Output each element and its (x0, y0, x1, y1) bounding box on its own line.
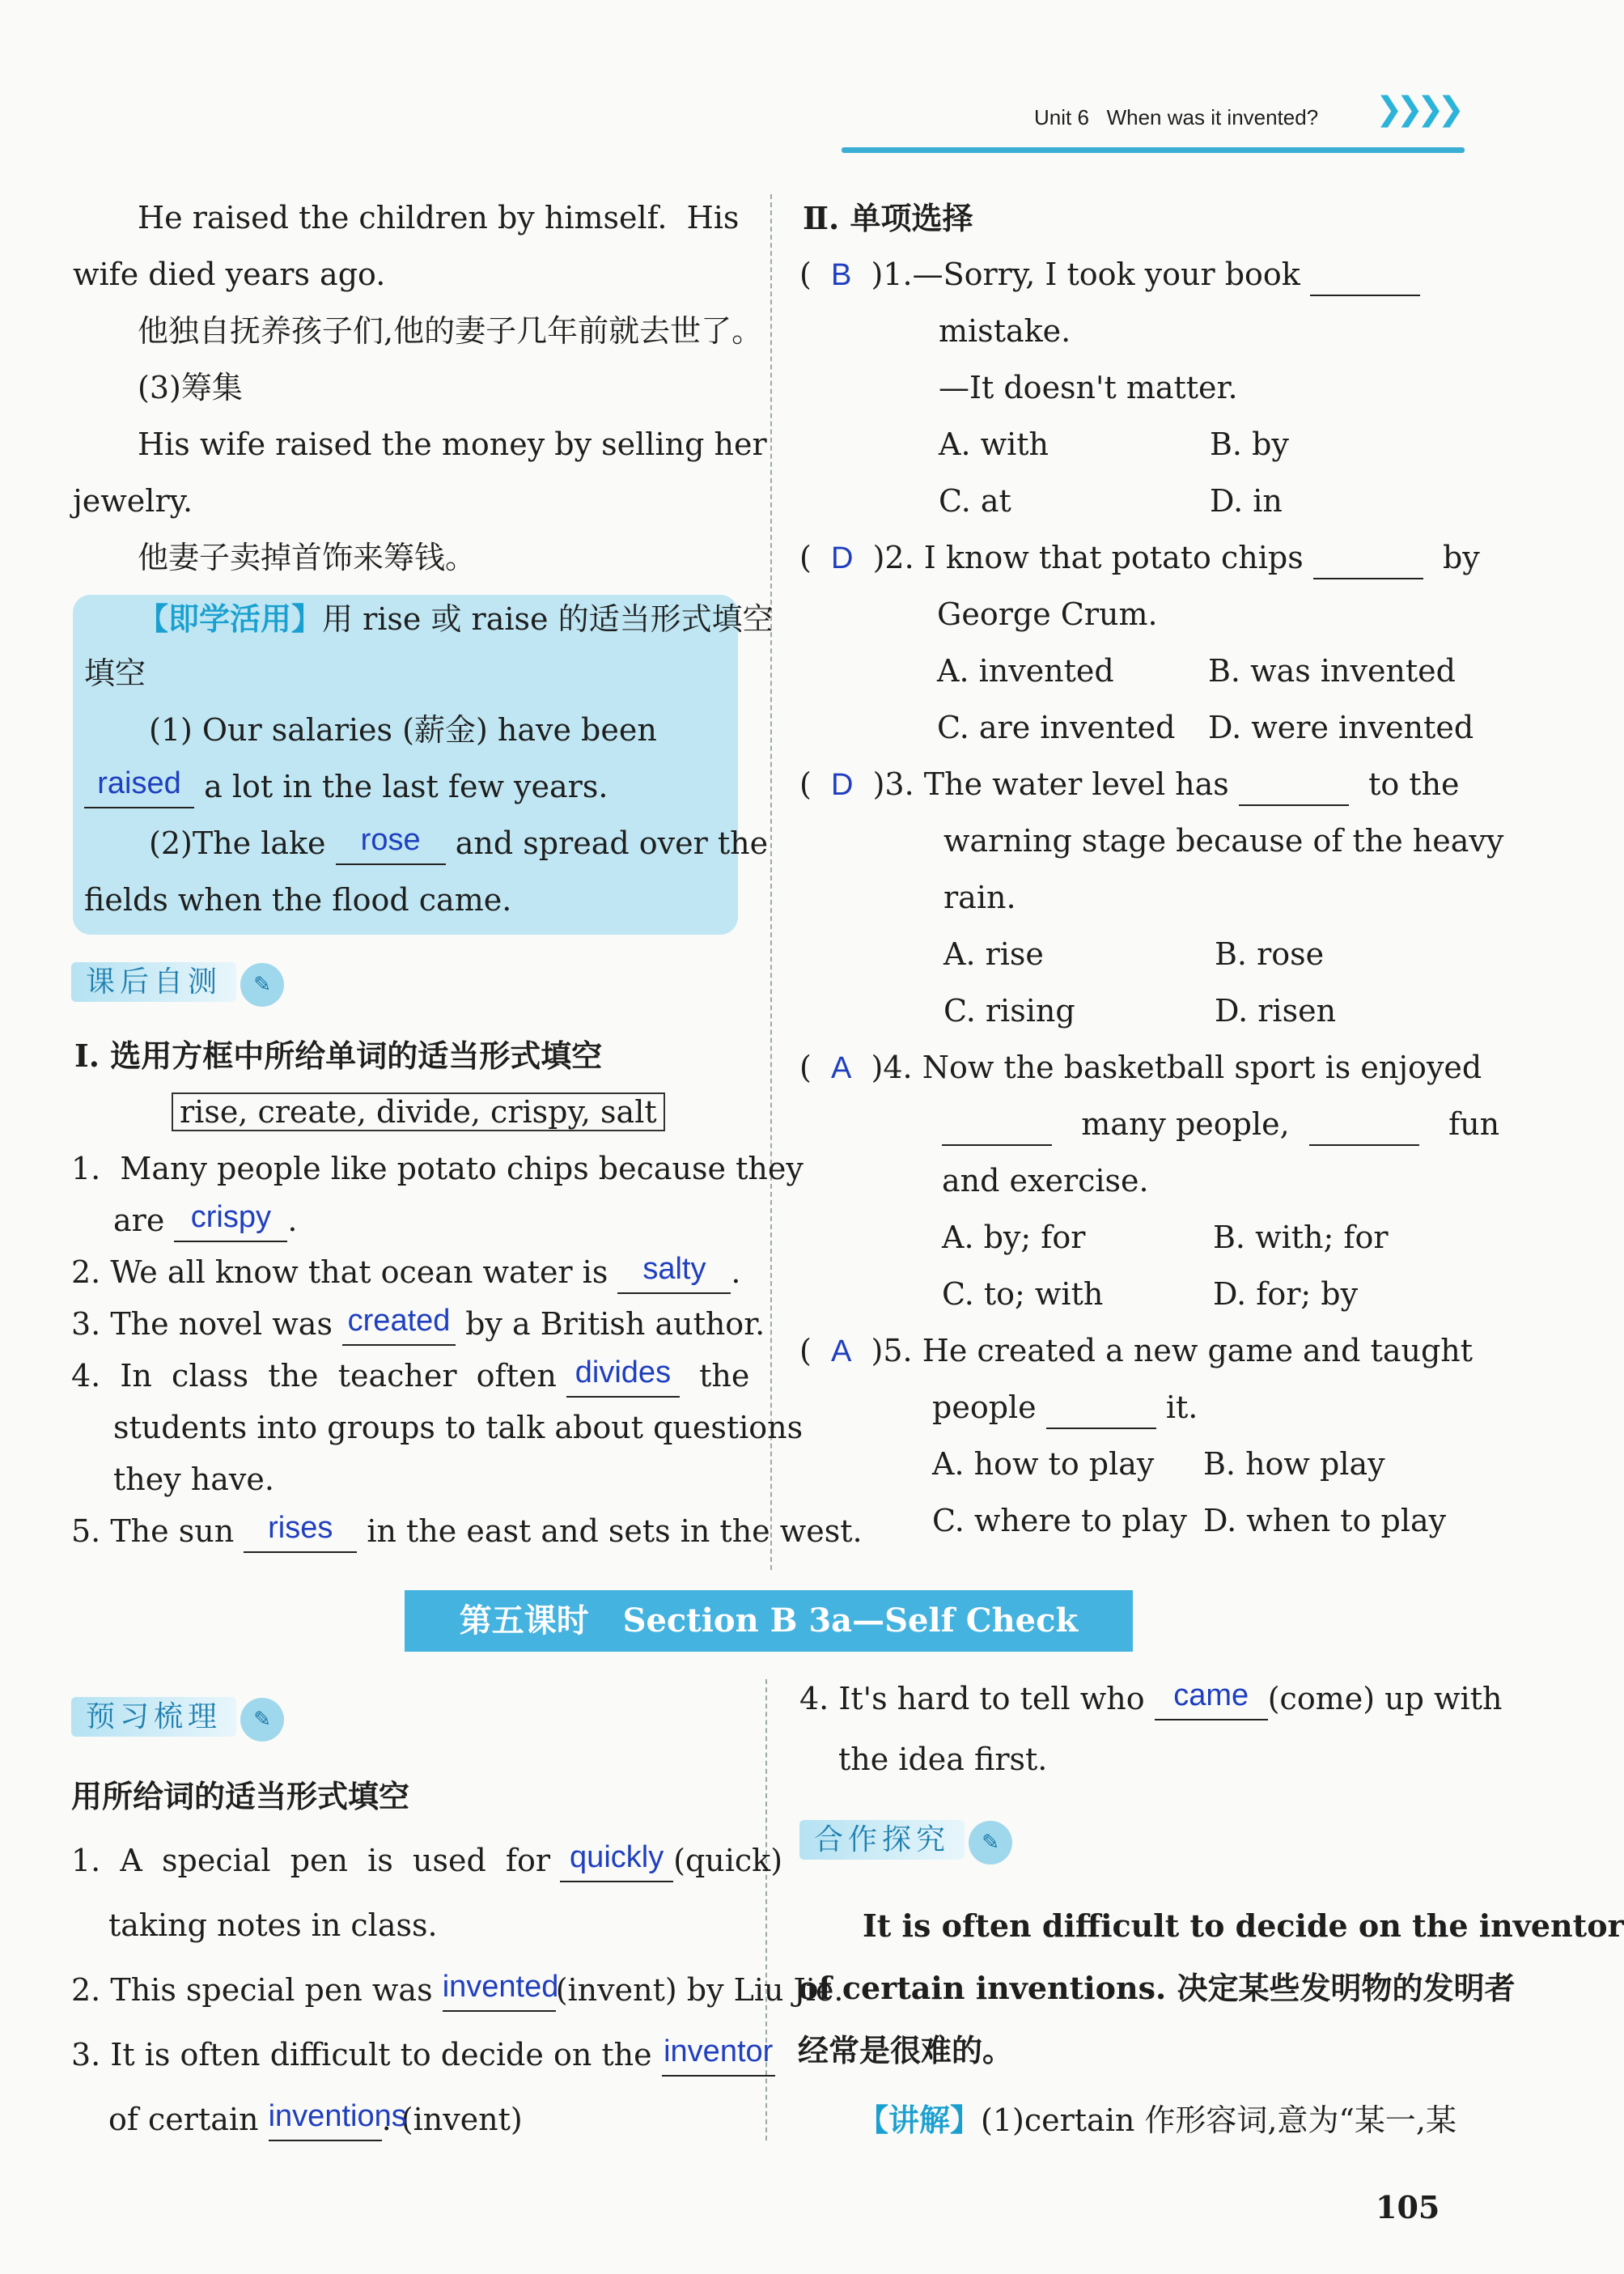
preview-item-4-line2: the idea first. (838, 1742, 1048, 1777)
paragraph-2-line1: His wife raised the money by selling her (138, 426, 767, 462)
answer-blank: created (342, 1305, 456, 1346)
mc-q4-options-ab: A. by; for B. with; for (942, 1220, 1389, 1255)
mc-q2-line2: George Crum. (937, 596, 1158, 632)
callout-q2-line1: (2)The lake rose and spread over the (149, 824, 768, 865)
mc-q1-options-ab: A. with B. by (939, 426, 1289, 462)
section-label-cooperation: 合作探究 ✎ (799, 1817, 1012, 1865)
mc-q3-options-cd: C. rising D. risen (943, 993, 1337, 1029)
answer-blank: salty (617, 1253, 731, 1294)
subheading-3: (3)筹集 (138, 370, 243, 405)
paragraph-1-zh: 他独自抚养孩子们,他的妻子几年前就去世了。 (138, 313, 763, 349)
preview-title: 用所给词的适当形式填空 (71, 1778, 410, 1814)
part1-item-2: 2. We all know that ocean water is salty . (71, 1253, 741, 1294)
answer-blank: rose (336, 824, 446, 865)
mc-q3-options-ab: A. rise B. rose (943, 936, 1325, 972)
preview-item-2: 2. This special pen was invented (invent) by Liu Jie. (71, 1971, 844, 2012)
mc-q5-line2: people it. (932, 1388, 1198, 1429)
answer-blank: inventions (269, 2100, 382, 2141)
answer-blank: inventor (662, 2035, 775, 2077)
mc-q2-options-cd: C. are invented D. were invented (937, 710, 1474, 745)
page-number: 105 (1376, 2189, 1440, 2225)
mc-q4-options-cd: C. to; with D. for; by (942, 1276, 1359, 1312)
part1-item-4-line3: they have. (113, 1462, 274, 1497)
mc-q1-options-cd: C. at D. in (939, 483, 1283, 519)
paragraph-2-line2: jewelry. (73, 483, 193, 519)
part1-title: Ⅰ. 选用方框中所给单词的适当形式填空 (74, 1037, 603, 1074)
key-sentence-zh-2: 经常是很难的。 (798, 2032, 1014, 2068)
answer-blank: invented (443, 1971, 556, 2012)
section-label-after-class: 课后自测 ✎ (71, 959, 284, 1007)
preview-item-1-line2: taking notes in class. (108, 1907, 438, 1943)
mc-q4-line2: many people, fun (942, 1105, 1499, 1146)
answer-blank: crispy (174, 1201, 287, 1242)
reader-badge-icon: ✎ (240, 1698, 284, 1742)
chevrons-icon: ❯❯❯❯ (1376, 91, 1459, 128)
mc-q4-line3: and exercise. (942, 1163, 1149, 1199)
paragraph-2-zh: 他妻子卖掉首饰来筹钱。 (138, 540, 477, 575)
preview-item-3-line2: of certain inventions . (invent) (108, 2100, 523, 2141)
preview-item-1: 1. A special pen is used for quickly (quick) (71, 1841, 782, 1882)
mc-q3-line3: rain. (943, 880, 1016, 915)
lesson-banner: 第五课时 Section B 3a—Self Check (405, 1590, 1133, 1652)
answer-blank: came (1155, 1679, 1268, 1720)
answer-blank: rises (244, 1512, 357, 1553)
part1-item-4-line2: students into groups to talk about questions (113, 1410, 804, 1445)
preview-item-3: 3. It is often difficult to decide on the inventor (71, 2035, 775, 2077)
mc-q1-line3: —It doesn't matter. (939, 370, 1238, 405)
mc-q3-line2: warning stage because of the heavy (943, 823, 1504, 859)
answer-blank: raised (84, 767, 194, 808)
reader-badge-icon: ✎ (969, 1821, 1012, 1865)
part1-item-5: 5. The sun rises in the east and sets in the west. (71, 1512, 863, 1553)
answer-blank: quickly (560, 1841, 673, 1882)
mc-q4: ( A )4. Now the basketball sport is enjoyed (799, 1050, 1482, 1085)
paragraph-1-line1: He raised the children by himself. His (138, 200, 740, 235)
callout-q1-line2: raised a lot in the last few years. (84, 767, 608, 808)
mc-q2-options-ab: A. invented B. was invented (937, 653, 1456, 689)
callout-q1-line1: (1) Our salaries (薪金) have been (149, 712, 657, 748)
key-sentence-line2: of certain inventions. 决定某些发明物的发明者 (798, 1970, 1516, 2006)
word-box: rise, create, divide, crispy, salt (172, 1092, 665, 1132)
key-sentence-en-1: It is often difficult to decide on the inventor (863, 1907, 1624, 1944)
column-divider (770, 194, 772, 1570)
paragraph-1-line2: wife died years ago. (73, 257, 386, 292)
part1-item-1: 1. Many people like potato chips because they (71, 1151, 804, 1186)
reader-badge-icon: ✎ (240, 963, 284, 1007)
part1-item-3: 3. The novel was created by a British author. (71, 1305, 765, 1346)
explanation: 【讲解】(1)certain 作形容词,意为“某一,某 (858, 2102, 1457, 2138)
preview-item-4: 4. It's hard to tell who came (come) up with (799, 1679, 1502, 1720)
callout-q2-line2: fields when the flood came. (84, 882, 512, 918)
mc-q5-options-cd: C. where to play D. when to play (932, 1503, 1447, 1538)
mc-q5: ( A )5. He created a new game and taught (799, 1333, 1473, 1368)
callout-heading: 【即学活用】用 rise 或 raise 的适当形式填空 (138, 600, 774, 637)
part2-title: Ⅱ. 单项选择 (803, 200, 973, 236)
section-label-preview: 预习梳理 ✎ (71, 1694, 284, 1742)
mc-q5-options-ab: A. how to play B. how play (932, 1446, 1385, 1482)
header-rule (842, 147, 1465, 153)
mc-q1: ( B )1.—Sorry, I took your book (799, 255, 1420, 296)
mc-q2: ( D )2. I know that potato chips by (799, 538, 1480, 579)
part1-item-1-line2: are crispy . (113, 1201, 297, 1242)
answer-blank: divides (566, 1356, 680, 1398)
mc-q1-line2: mistake. (939, 313, 1071, 349)
part1-item-4: 4. In class the teacher often divides the (71, 1356, 749, 1398)
mc-q3: ( D )3. The water level has to the (799, 765, 1460, 806)
callout-fill-word: 填空 (84, 655, 146, 691)
unit-label: Unit 6 When was it invented? (1034, 105, 1319, 129)
